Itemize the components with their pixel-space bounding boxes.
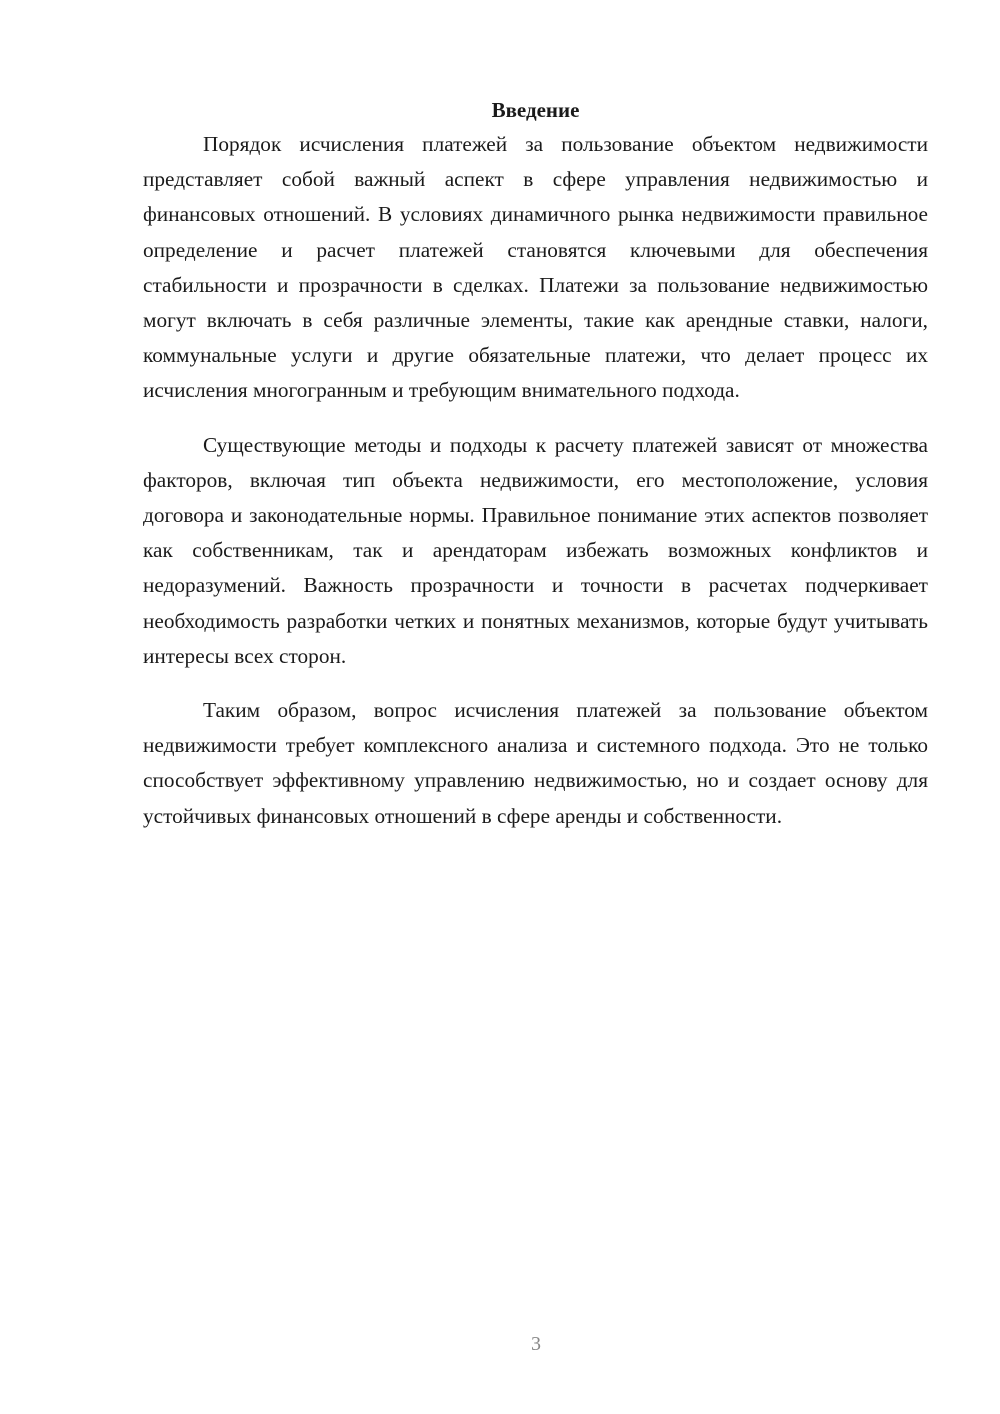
paragraph-2: Существующие методы и подходы к расчету платежей зависят от множества факторов, включая тип объекта недвижимости, его местоположение, условия договора и законодательные нормы. Правильное понимание этих аспектов позволяет как собственникам, так и арендаторам избежать возможных конфликтов и недоразумений. Важность прозрачности и точности в расчетах подчеркивает необходимость разработки четких и понятных механизмов, которые будут учитывать интересы всех сторон.	[143, 432, 928, 668]
paragraph-3: Таким образом, вопрос исчисления платежей за пользование объектом недвижимости требует комплексного анализа и системного подхода. Это не только способствует эффективному управлению недвижимостью, но и создает основу для устойчивых финансовых отношений в сфере аренды и собственности.	[143, 698, 928, 828]
paragraph-1: Порядок исчисления платежей за пользование объектом недвижимости представляет собой важный аспект в сфере управления недвижимостью и финансовых отношений. В условиях динамичного рынка недвижимости правильное определение и расчет платежей становятся ключевыми для обеспечения стабильности и прозрачности в сделках. Платежи за пользование недвижимостью могут включать в себя различные элементы, такие как арендные ставки, налоги, коммунальные услуги и другие обязательные платежи, что делает процесс их исчисления многогранным и требующим внимательного подхода.	[143, 132, 928, 403]
section-heading: Введение	[491, 98, 580, 122]
page-content	[143, 95, 928, 853]
page-number: 3	[531, 1333, 541, 1355]
